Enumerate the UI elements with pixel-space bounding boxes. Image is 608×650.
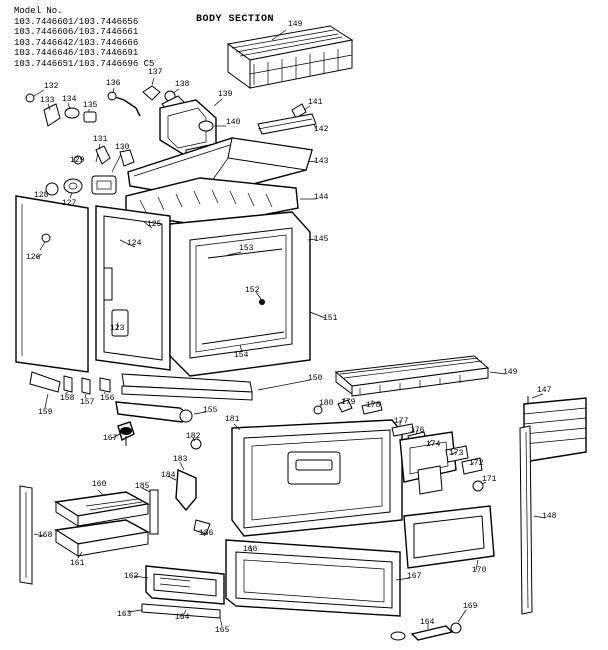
- section-title: BODY SECTION: [196, 14, 275, 25]
- model-number-0: 103.7446601/103.7446656: [14, 16, 139, 27]
- callout-137: 137: [148, 68, 163, 77]
- callout-126: 126: [26, 253, 41, 262]
- callout-158: 158: [60, 394, 75, 403]
- callout-154: 154: [234, 351, 249, 360]
- callout-140: 140: [226, 118, 241, 127]
- callout-136: 136: [106, 79, 121, 88]
- callout-173: 173: [449, 449, 464, 458]
- callout-177: 177: [394, 417, 409, 426]
- callout-180: 180: [319, 399, 334, 408]
- callout-167: 167: [407, 572, 422, 581]
- model-label: Model No.: [14, 6, 63, 16]
- callout-151: 151: [323, 314, 338, 323]
- callout-152: 152: [245, 286, 260, 295]
- part-142-strip: [258, 114, 316, 134]
- callout-185: 185: [135, 482, 150, 491]
- callout-149-top: 149: [288, 20, 303, 29]
- callout-184: 184: [161, 471, 176, 480]
- callout-132: 132: [44, 82, 59, 91]
- callout-179: 179: [341, 398, 356, 407]
- callout-161: 161: [70, 559, 85, 568]
- callout-157: 157: [80, 398, 95, 407]
- callout-164-bottom: 164: [420, 618, 435, 627]
- part-group-knobs: [44, 144, 134, 198]
- callout-167-left: 167: [103, 434, 118, 443]
- model-number-1: 103.7446606/103.7446661: [14, 27, 139, 37]
- callout-123: 123: [110, 324, 125, 333]
- model-number-4: 103.7446651/103.7446696 C5: [14, 58, 155, 69]
- callout-155: 155: [203, 406, 218, 415]
- part-149-rack-lower: [336, 356, 505, 396]
- callout-135: 135: [83, 101, 98, 110]
- callout-150: 150: [308, 374, 323, 383]
- model-number-3: 103.7446646/103.7446691: [14, 48, 139, 58]
- callout-170: 170: [472, 566, 487, 575]
- callout-133: 133: [40, 96, 55, 105]
- callout-156: 156: [100, 394, 115, 403]
- callout-128: 128: [34, 191, 49, 200]
- part-170-inner-panel: [404, 506, 494, 570]
- model-number-2: 103.7446642/103.7446666: [14, 37, 139, 48]
- callout-143: 143: [314, 157, 329, 166]
- callout-130: 130: [115, 143, 130, 152]
- callout-160: 160: [92, 480, 107, 489]
- callout-176: 176: [410, 426, 425, 435]
- callout-142: 142: [314, 125, 329, 134]
- callout-162: 162: [124, 572, 139, 581]
- callout-141: 141: [308, 98, 323, 107]
- callout-153: 153: [239, 244, 254, 253]
- part-160-broiler-pan: [56, 490, 148, 558]
- callout-127: 127: [62, 199, 77, 208]
- part-181-door-frame: [232, 420, 402, 536]
- part-group-mid-hardware: [142, 438, 210, 536]
- part-125-liner: [96, 206, 170, 370]
- part-147-vent: [524, 394, 586, 462]
- callout-171: 171: [482, 475, 497, 484]
- part-155-handle: [116, 402, 206, 422]
- callout-124: 124: [127, 239, 142, 248]
- callout-159: 159: [38, 408, 53, 417]
- callout-139: 139: [218, 90, 233, 99]
- part-126-side-panel: [16, 196, 88, 372]
- callout-125: 125: [147, 220, 162, 229]
- callout-129: 129: [70, 156, 85, 165]
- callout-163: 163: [117, 610, 132, 619]
- callout-144: 144: [314, 193, 329, 202]
- callout-168: 168: [38, 531, 53, 540]
- callout-166: 166: [243, 545, 258, 554]
- callout-134: 134: [62, 95, 77, 104]
- callout-181: 181: [225, 415, 240, 424]
- callout-169: 169: [463, 602, 478, 611]
- callout-186: 186: [199, 529, 214, 538]
- callout-164: 164: [175, 613, 190, 622]
- callout-149-lower: 149: [503, 368, 518, 377]
- callout-165: 165: [215, 626, 230, 635]
- part-150-trim: [122, 374, 310, 400]
- callout-145: 145: [314, 235, 329, 244]
- callout-182: 182: [186, 432, 201, 441]
- callout-147: 147: [537, 386, 552, 395]
- callout-183: 183: [173, 455, 188, 464]
- callout-131: 131: [93, 135, 108, 144]
- callout-148: 148: [542, 512, 557, 521]
- part-149-rack-top: [228, 26, 352, 88]
- callout-172: 172: [469, 459, 484, 468]
- callout-178: 178: [366, 401, 381, 410]
- callout-174: 174: [426, 440, 441, 449]
- callout-138: 138: [175, 80, 190, 89]
